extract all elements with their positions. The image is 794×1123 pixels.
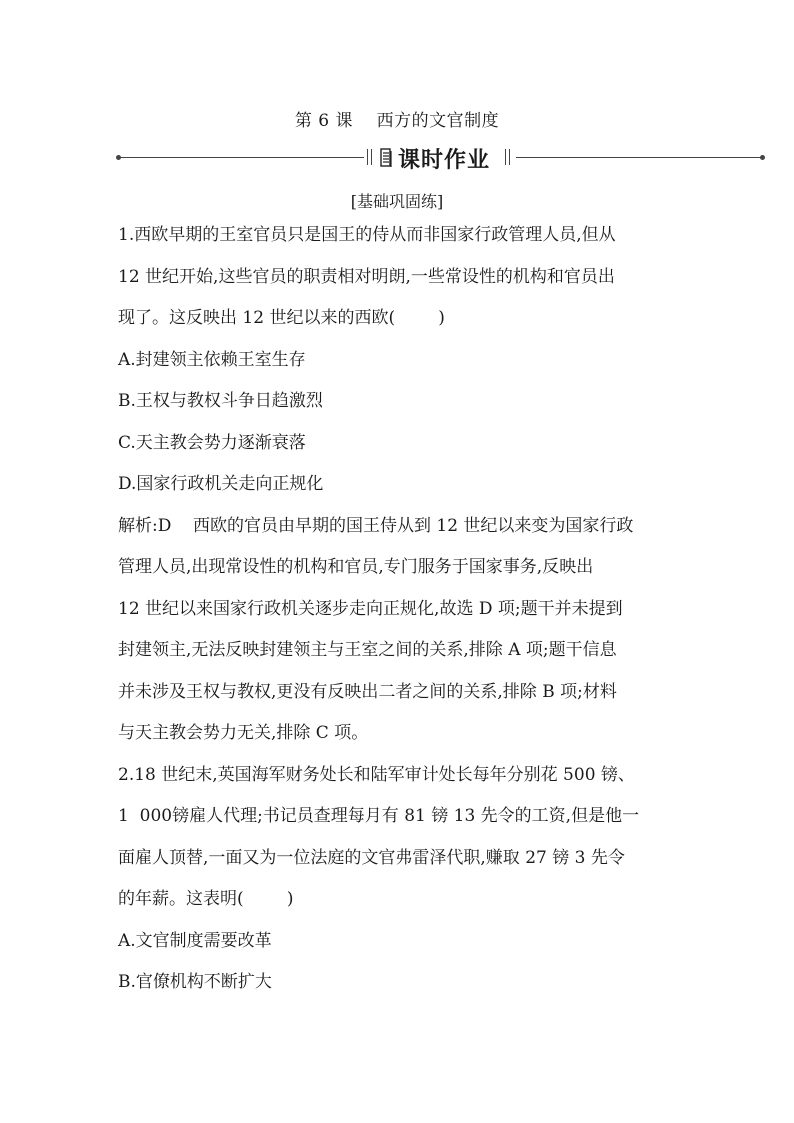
lesson-title: 第 6 课 西方的文官制度 [294, 111, 500, 131]
question-1-explanation-line: 管理人员,出现常设性的机构和官员,专门服务于国家事务,反映出 [118, 557, 594, 577]
homework-banner [118, 145, 763, 175]
question-1-explanation-line: 封建领主,无法反映封建领主与王室之间的关系,排除 A 项;题干信息 [118, 640, 617, 660]
question-2-option-b: B.官僚机构不断扩大 [118, 972, 272, 992]
banner-title: 课时作业 [398, 148, 491, 173]
question-1-option-d: D.国家行政机关走向正规化 [118, 474, 324, 494]
question-2-stem-line: 1 000镑雇人代理;书记员查理每月有 81 镑 13 先令的工资,但是他一 [118, 806, 640, 826]
question-1-stem-line: 1.西欧早期的王室官员只是国王的侍从而非国家行政管理人员,但从 [118, 225, 616, 245]
question-1-stem-line: 12 世纪开始,这些官员的职责相对明朗,一些常设性的机构和官员出 [118, 266, 615, 287]
banner-ticks-right [504, 149, 512, 165]
question-2-stem-line: 面雇人顶替,一面又为一位法庭的文官弗雷泽代职,赚取 27 镑 3 先令 [118, 847, 625, 868]
question-2-option-a: A.文官制度需要改革 [118, 930, 272, 951]
question-1-explanation-line: 解析:D 西欧的官员由早期的国王侍从到 12 世纪以来变为国家行政 [118, 515, 634, 536]
banner-dot-left [116, 155, 121, 160]
question-1-stem-line: 现了。这反映出 12 世纪以来的西欧( ) [118, 308, 445, 328]
section-heading: [基础巩固练] [350, 192, 444, 211]
question-1-option-c: C.天主教会势力逐渐衰落 [118, 432, 306, 453]
banner-rule-right [516, 157, 763, 158]
question-1-explanation-line: 并未涉及王权与教权,更没有反映出二者之间的关系,排除 B 项;材料 [118, 681, 617, 702]
book-icon [380, 148, 392, 168]
question-1-option-b: B.王权与教权斗争日趋激烈 [118, 391, 323, 411]
question-2-stem-line: 2.18 世纪末,英国海军财务处长和陆军审计处长每年分别花 500 镑、 [118, 764, 635, 785]
question-1-explanation-line: 与天主教会势力无关,排除 C 项。 [118, 723, 369, 743]
banner-dot-right [760, 155, 765, 160]
question-2-stem-line: 的年薪。这表明( ) [118, 889, 294, 909]
banner-ticks-left [366, 149, 374, 165]
question-content [118, 215, 698, 1004]
question-1-explanation-line: 12 世纪以来国家行政机关逐步走向正规化,故选 D 项;题干并未提到 [118, 598, 623, 619]
banner-rule-left [118, 157, 364, 158]
question-1-option-a: A.封建领主依赖王室生存 [118, 349, 306, 370]
